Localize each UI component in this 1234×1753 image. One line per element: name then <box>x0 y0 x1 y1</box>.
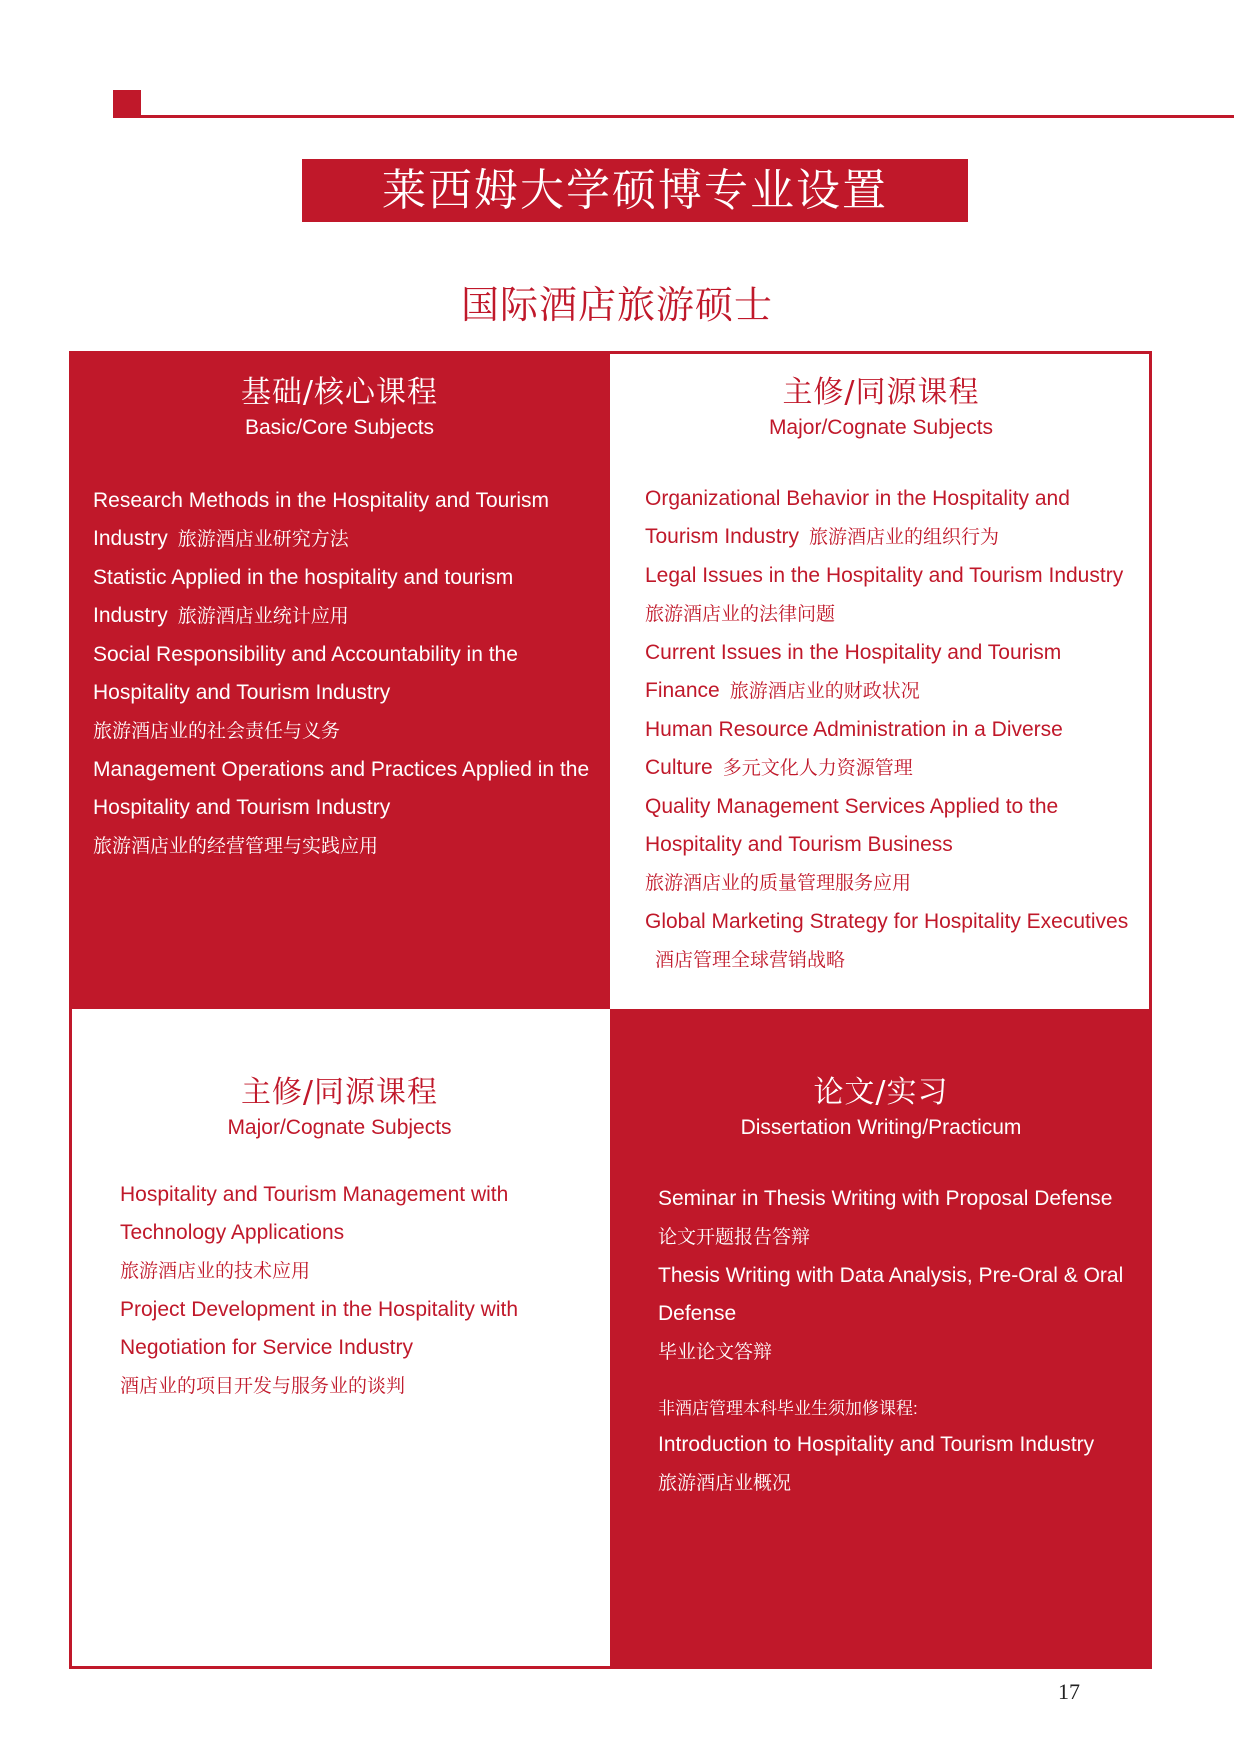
page-number: 17 <box>1058 1679 1080 1704</box>
dissertation-heading-en: Dissertation Writing/Practicum <box>740 1116 1022 1139</box>
course-en: Legal Issues in the Hospitality and Tourism Industry <box>645 564 1124 587</box>
course-zh: 旅游酒店业统计应用 <box>177 606 349 627</box>
course-zh: 旅游酒店业概况 <box>658 1473 792 1494</box>
course-en: Quality Management Services Applied to the Hospitality and Tourism Business <box>645 795 1059 856</box>
note-label: 非酒店管理本科毕业生须加修课程: <box>658 1399 918 1418</box>
major-heading-en: Major/Cognate Subjects <box>768 416 994 439</box>
course-zh: 旅游酒店业的经营管理与实践应用 <box>93 836 379 857</box>
course-zh: 毕业论文答辩 <box>658 1342 773 1363</box>
course-en: Human Resource Administration in a Diverse Culture <box>645 718 1063 779</box>
dissertation-heading-zh: 论文/实习 <box>813 1075 949 1110</box>
course-zh: 多元文化人力资源管理 <box>722 758 913 779</box>
course-en: Management Operations and Practices Applied in the Hospitality and Tourism Industry <box>93 758 590 819</box>
subjects-grid-frame <box>69 351 1152 1669</box>
course-zh: 酒店管理全球营销战略 <box>655 950 846 971</box>
program-subtitle: 国际酒店旅游硕士 <box>460 283 773 327</box>
course-zh: 酒店业的项目开发与服务业的谈判 <box>120 1376 406 1397</box>
header-accent-square <box>113 90 141 118</box>
course-zh: 旅游酒店业研究方法 <box>177 529 349 550</box>
course-zh: 旅游酒店业的财政状况 <box>729 681 920 702</box>
course-zh: 旅游酒店业的组织行为 <box>809 527 1000 548</box>
course-zh: 旅游酒店业的法律问题 <box>645 604 836 625</box>
course-zh: 论文开题报告答辩 <box>658 1227 811 1248</box>
course-en: Project Development in the Hospitality with Negotiation for Service Industry <box>120 1298 519 1359</box>
course-en: Introduction to Hospitality and Tourism Industry <box>658 1433 1095 1456</box>
core-heading-zh: 基础/核心课程 <box>240 375 439 410</box>
course-en: Social Responsibility and Accountability in the Hospitality and Tourism Industry <box>93 643 518 704</box>
course-zh: 旅游酒店业的社会责任与义务 <box>93 721 341 742</box>
course-zh: 旅游酒店业的质量管理服务应用 <box>645 873 912 894</box>
course-en: Statistic Applied in the hospitality and tourism Industry <box>93 566 514 627</box>
major-heading-zh: 主修/同源课程 <box>782 375 980 410</box>
course-en: Research Methods in the Hospitality and Tourism Industry <box>93 489 550 550</box>
course-en: Hospitality and Tourism Management with Technology Applications <box>120 1183 509 1244</box>
major-heading-zh: 主修/同源课程 <box>240 1075 439 1110</box>
course-en: Thesis Writing with Data Analysis, Pre-Oral & Oral Defense <box>658 1264 1124 1325</box>
core-heading-en: Basic/Core Subjects <box>244 416 435 439</box>
course-en: Organizational Behavior in the Hospitality and Tourism Industry <box>645 487 1070 548</box>
header-rule <box>141 115 1234 118</box>
course-en: Current Issues in the Hospitality and Tourism Finance <box>645 641 1062 702</box>
course-en: Seminar in Thesis Writing with Proposal Defense <box>658 1187 1113 1210</box>
course-zh: 旅游酒店业的技术应用 <box>120 1261 311 1282</box>
major-heading-en: Major/Cognate Subjects <box>227 1116 452 1139</box>
page-title: 莱西姆大学硕博专业设置 <box>302 159 968 222</box>
course-en: Global Marketing Strategy for Hospitality Executives <box>645 910 1129 933</box>
